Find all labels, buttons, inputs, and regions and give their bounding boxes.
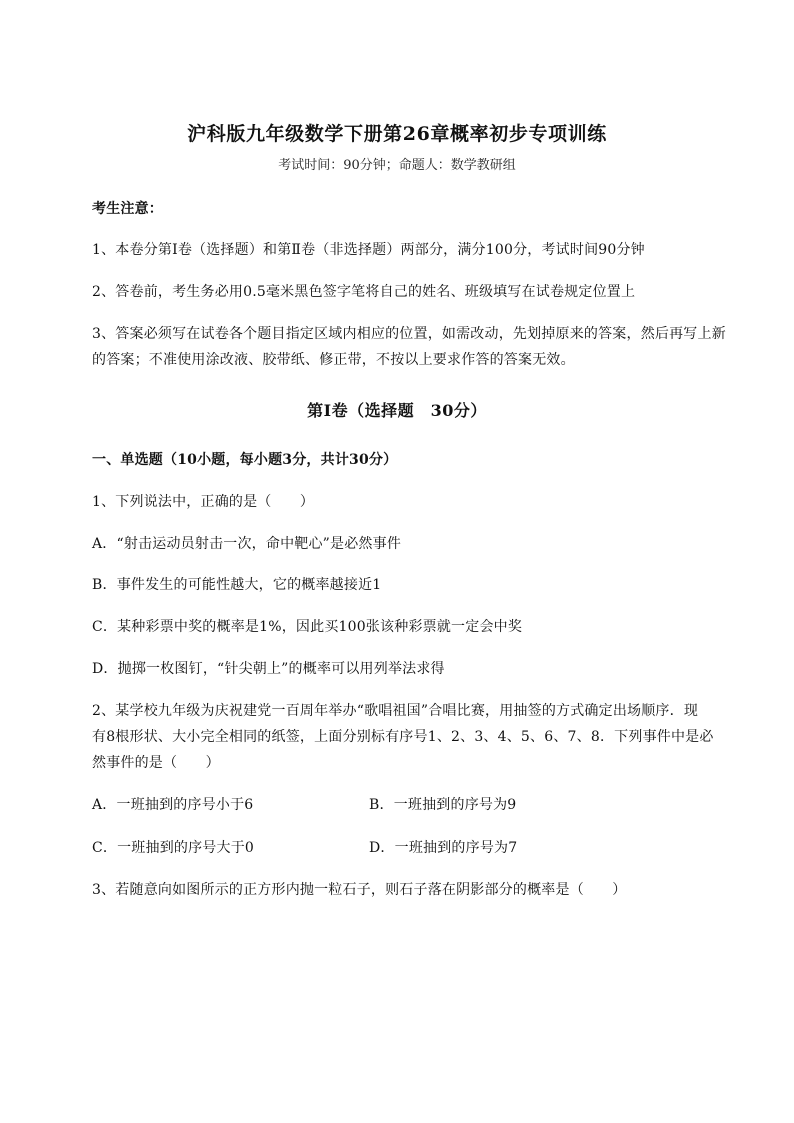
section-title: 第I卷（选择题 30分） [307, 401, 487, 420]
question-2-stem-line-2: 有8根形状、大小完全相同的纸签，上面分别标有序号1、2、3、4、5、6、7、8．下列事件中是必 [92, 729, 714, 745]
question-1-option-d: D．抛掷一枚图钉，“针尖朝上”的概率可以用列举法求得 [92, 661, 445, 677]
question-2-option-b: B．一班抽到的序号为9 [369, 797, 517, 813]
question-1-stem: 1、下列说法中，正确的是（ ） [92, 494, 315, 510]
exam-title: 沪科版九年级数学下册第26章概率初步专项训练 [187, 123, 607, 145]
question-2-option-d: D．一班抽到的序号为7 [369, 840, 518, 856]
question-2-option-c: C．一班抽到的序号大于0 [92, 840, 255, 856]
question-3-stem: 3、若随意向如图所示的正方形内抛一粒石子，则石子落在阴影部分的概率是（ ） [92, 882, 627, 898]
question-2-stem-line-3: 然事件的是（ ） [92, 755, 220, 771]
question-2-option-a: A．一班抽到的序号小于6 [92, 797, 254, 813]
notice-item-3: 3、答案必须写在试卷各个题目指定区域内相应的位置，如需改动，先划掉原来的答案，然后再写上新 [92, 326, 726, 342]
notice-item-2: 2、答卷前，考生务必用0.5毫米黑色签字笔将自己的姓名、班级填写在试卷规定位置上 [92, 284, 636, 300]
part-heading: 一、单选题（10小题，每小题3分，共计30分） [92, 452, 398, 468]
notice-heading: 考生注意： [92, 201, 163, 217]
exam-subtitle: 考试时间：90分钟；命题人：数学教研组 [278, 158, 516, 173]
notice-item-3-continued: 的答案；不准使用涂改液、胶带纸、修正带，不按以上要求作答的答案无效。 [92, 352, 575, 368]
question-1-option-a: A．“射击运动员射击一次，命中靶心”是必然事件 [92, 536, 402, 552]
question-1-option-c: C．某种彩票中奖的概率是1%，因此买100张该种彩票就一定会中奖 [92, 619, 523, 635]
notice-item-1: 1、本卷分第I卷（选择题）和第Ⅱ卷（非选择题）两部分，满分100分，考试时间90分钟 [92, 242, 645, 258]
question-2-stem-line-1: 2、某学校九年级为庆祝建党一百周年举办“歌唱祖国”合唱比赛，用抽签的方式确定出场顺序．现 [92, 703, 699, 719]
question-1-option-b: B．事件发生的可能性越大，它的概率越接近1 [92, 577, 382, 593]
